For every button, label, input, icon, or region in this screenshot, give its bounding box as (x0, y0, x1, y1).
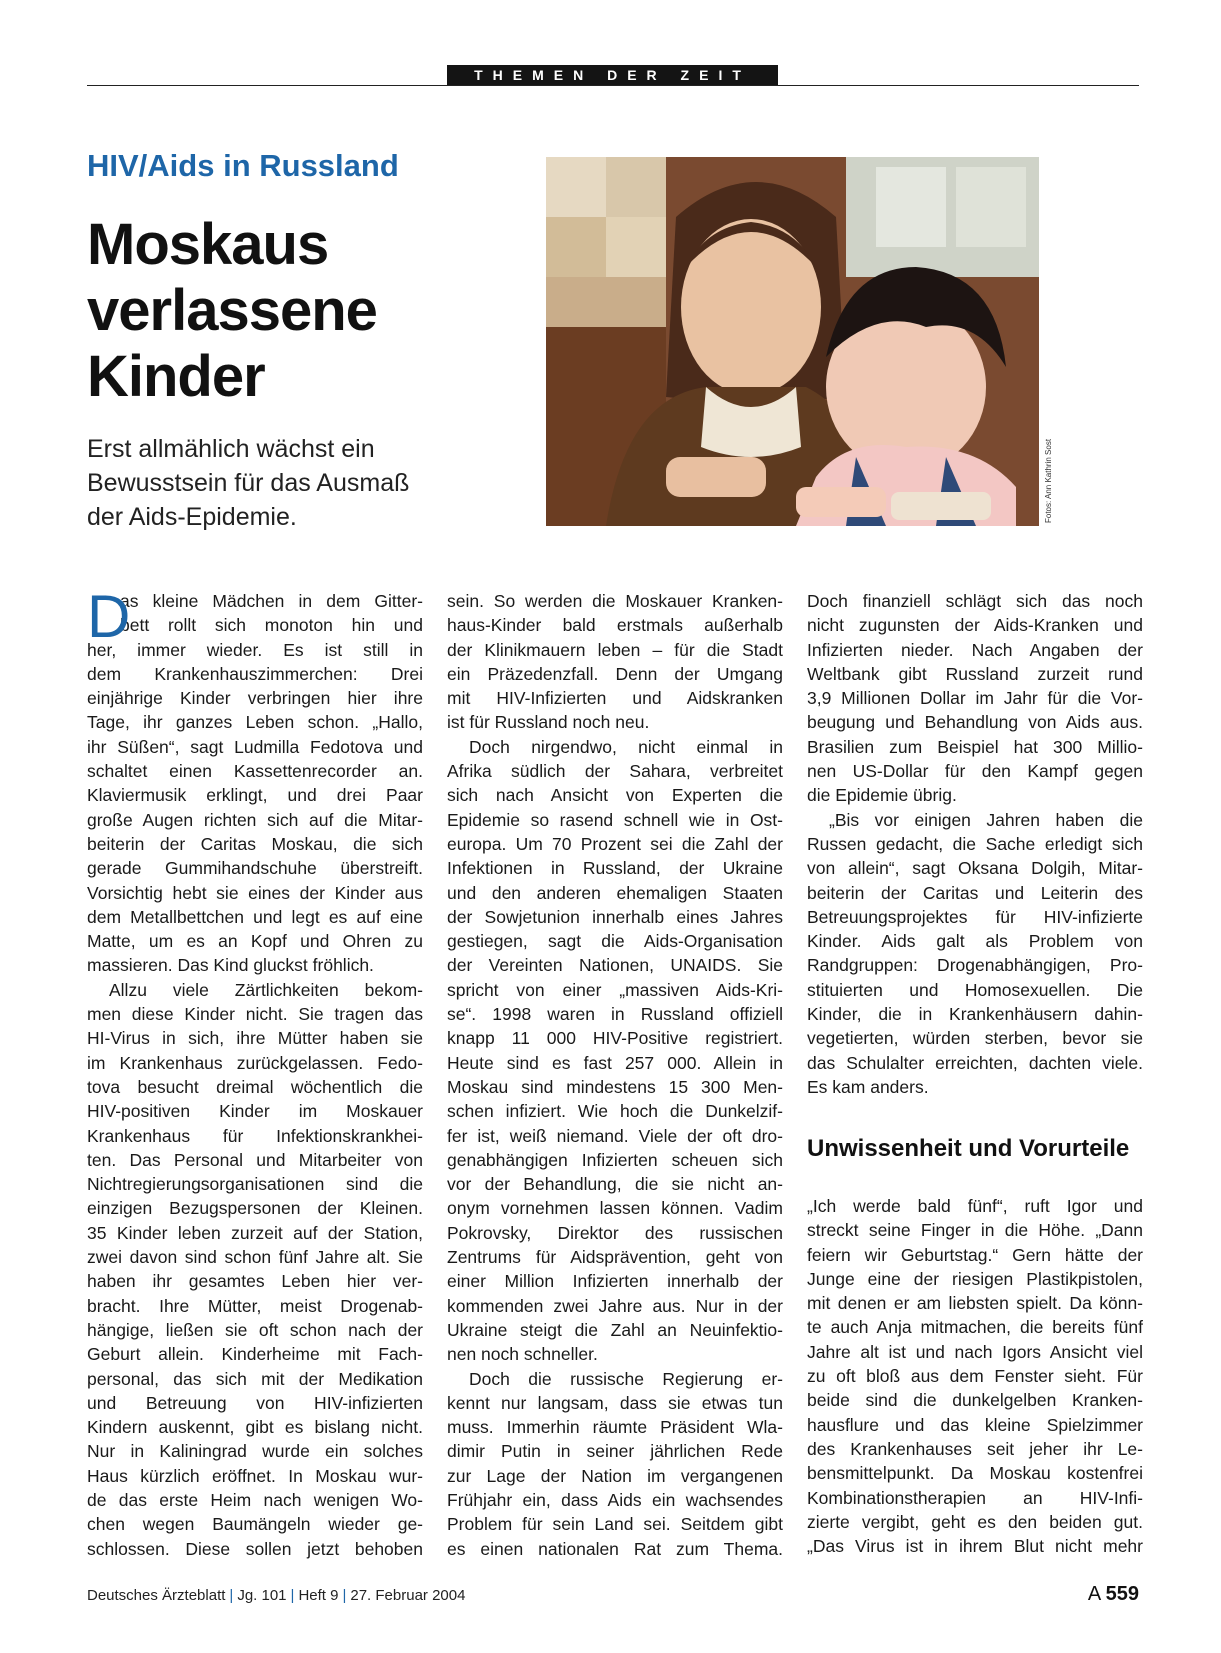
journal-name: Deutsches Ärzteblatt (87, 1587, 226, 1604)
text-line: feiern wir Geburtstag.“ Gern hätte der (807, 1244, 1143, 1265)
footer-separator: | (229, 1587, 234, 1604)
text-line: se“. 1998 waren in Russland offiziell (447, 1004, 783, 1025)
text-line: die Epidemie übrig. (807, 785, 957, 806)
text-line: Pokrovsky, Direktor des russischen (447, 1222, 783, 1243)
page-number-value: 559 (1105, 1583, 1139, 1605)
text-line: Klaviermusik erklingt, und drei Paar (87, 785, 423, 806)
journal-date: 27. Februar 2004 (350, 1587, 466, 1604)
text-line: Heute sind es fast 257 000. Allein in (447, 1052, 783, 1073)
text-line: dimir Putin in seiner jährlichen Rede (447, 1441, 783, 1462)
text-line: sich nach Ansicht von Experten die (447, 785, 783, 806)
text-line: Ukraine steigt die Zahl an Neuinfektio- (447, 1319, 783, 1340)
page-number (1088, 1583, 1139, 1606)
text-line: zwei davon sind schon fünf Jahre alt. Sie (87, 1247, 423, 1268)
text-line: dem Metallbettchen und legt es auf eine (87, 906, 423, 927)
text-line: mit HIV-Infizierten und Aidskranken (447, 688, 783, 709)
text-line: haben ihr gesamtes Leben hier ver- (87, 1271, 423, 1292)
page-footer (87, 1587, 465, 1604)
text-line: te auch Anja mitmachen, die bereits fünf (807, 1317, 1143, 1338)
text-line: genabhängigen Infizierten scheuen sich (447, 1149, 783, 1170)
text-line: gestiegen, sagt die Aids-Organisation (447, 931, 783, 952)
footer-separator: | (290, 1587, 295, 1604)
headline-line: Moskaus (87, 212, 329, 277)
text-line: Junge eine der riesigen Plastikpistolen, (807, 1268, 1143, 1289)
text-line: schlossen. Diese sollen jetzt behoben (87, 1538, 423, 1559)
text-line: Haus kürzlich eröffnet. In Moskau wur- (87, 1465, 423, 1486)
text-line: ein Präzedenzfall. Denn der Umgang (447, 663, 783, 684)
text-line: knapp 11 000 HIV-Positive registriert. (447, 1028, 783, 1049)
text-line: im Krankenhaus zurückgelassen. Fedo- (87, 1052, 423, 1073)
text-line: Betreuungsprojektes für HIV-infizierte (807, 906, 1143, 927)
text-line: nicht zugunsten der Aids-Kranken und (807, 615, 1143, 636)
text-line: zur Lage der Nation im vergangenen (447, 1465, 783, 1486)
text-line: onym vornehmen lassen können. Vadim (447, 1198, 783, 1219)
text-line: Vorsichtig hebt sie eines der Kinder aus (87, 882, 423, 903)
text-line: schen infiziert. Wie hoch die Dunkelzif- (447, 1101, 783, 1122)
text-line: des Krankenhauses seit jeher ihr Le- (807, 1438, 1143, 1459)
text-line: schaltet einen Kassettenrecorder an. (87, 761, 423, 782)
text-line: beide sind die dunkelgelben Kranken- (807, 1390, 1143, 1411)
section-label: THEMEN DER ZEIT (447, 65, 778, 85)
text-line: Krankenhaus für Infektionskrankhei- (87, 1125, 423, 1146)
text-line: de das erste Heim nach wenigen Wo- (87, 1489, 423, 1510)
text-line: Randgruppen: Drogenabhängigen, Pro- (807, 955, 1143, 976)
text-line: chen wegen Baumängeln wieder ge- (87, 1514, 423, 1535)
photo-credit: Fotos: Ann Kathrin Sost (1044, 438, 1053, 523)
text-line: bensmittelpunkt. Da Moskau kostenfrei (807, 1463, 1143, 1484)
text-line: muss. Immerhin räumte Präsident Wla- (447, 1417, 783, 1438)
text-line: Nur in Kaliningrad wurde ein solches (87, 1441, 423, 1462)
text-line: einjährige Kinder verbringen hier ihre (87, 688, 423, 709)
text-line: bett rollt sich monoton hin und (120, 615, 423, 636)
text-line: haus-Kinder bald erstmals außerhalb (447, 615, 783, 636)
article-kicker: HIV/Aids in Russland (87, 148, 399, 183)
text-line: 3,9 Millionen Dollar im Jahr für die Vor- (807, 688, 1143, 709)
text-line: Weltbank gibt Russland zurzeit rund (807, 663, 1143, 684)
headline-line: verlassene (87, 278, 377, 343)
text-line: ten. Das Personal und Mitarbeiter von (87, 1149, 423, 1170)
drop-cap: D (87, 583, 131, 650)
text-line: fer ist, weiß niemand. Viele der oft dro- (447, 1125, 783, 1146)
page-prefix: A (1087, 1583, 1101, 1605)
text-line: der Vereinten Nationen, UNAIDS. Sie (447, 955, 783, 976)
text-line: streckt seine Finger in die Höhe. „Dann (807, 1220, 1143, 1241)
text-line: Jahre alt ist und nach Igors Ansicht viel (807, 1341, 1143, 1362)
text-line: Doch die russische Regierung er- (469, 1368, 783, 1389)
text-line: Moskau sind mindestens 15 300 Men- (447, 1076, 783, 1097)
text-line: vor der Behandlung, die sie nicht an- (447, 1174, 783, 1195)
text-line: beiterin der Caritas und Leiterin des (807, 882, 1143, 903)
text-line: hängige, ließen sie oft schon nach der (87, 1319, 423, 1340)
text-line: das Schulalter erreichten, dachten viele. (807, 1052, 1143, 1073)
text-line: ihr Süßen“, sagt Ludmilla Fedotova und (87, 736, 423, 757)
article-dek (87, 432, 409, 534)
text-line: von allein“, sagt Oksana Dolgih, Mitar- (807, 858, 1143, 879)
text-line: „Das Virus ist in ihrem Blut nicht mehr (807, 1536, 1143, 1557)
text-line: nen US-Dollar für den Kampf gegen (807, 761, 1143, 782)
dek-line: Erst allmählich wächst ein (87, 435, 375, 463)
footer-separator: | (342, 1587, 347, 1604)
text-line: Doch finanziell schlägt sich das noch (807, 591, 1143, 611)
header-rule (87, 85, 1139, 86)
text-line: gerade Gummihandschuhe überstreift. (87, 858, 423, 879)
article-photo (546, 157, 1039, 526)
text-line: Allzu viele Zärtlichkeiten bekom- (109, 979, 423, 1000)
text-column-3 (807, 589, 1143, 1099)
text-line: Tage, ihr ganzes Leben schon. „Hallo, (87, 712, 423, 733)
text-line: und Betreuung von HIV-infizierten (87, 1392, 423, 1413)
text-line: zu oft bloß aus dem Fenster sieht. Für (807, 1366, 1143, 1387)
text-line: tova besucht dreimal wöchentlich die (87, 1076, 423, 1097)
text-line: kommenden zwei Jahre aus. Nur in der (447, 1295, 783, 1316)
text-line: einzigen Bezugspersonen der Kleinen. (87, 1198, 423, 1219)
text-line: der Klinikmauern leben – für die Stadt (447, 639, 783, 660)
text-line: personal, das sich mit der Medikation (87, 1368, 423, 1389)
text-line: HI-Virus in sich, ihre Mütter haben sie (87, 1028, 423, 1049)
text-line: stituierten und Homosexuellen. Die (807, 979, 1143, 1000)
text-column-2 (447, 589, 783, 1561)
text-line: zierte vergibt, geht es den beiden gut. (807, 1511, 1143, 1532)
text-line: Infektionen in Russland, der Ukraine (447, 858, 783, 879)
text-line: mit denen er am liebsten spielt. Da könn- (807, 1293, 1143, 1314)
text-line: vegetierten, würden sterben, bevor sie (807, 1028, 1143, 1049)
article-headline (87, 212, 377, 410)
text-line: 35 Kinder leben zurzeit auf der Station, (87, 1222, 423, 1243)
text-line: europa. Um 70 Prozent sei die Zahl der (447, 833, 783, 854)
journal-volume: Jg. 101 (237, 1587, 287, 1604)
text-line: ist für Russland noch neu. (447, 712, 650, 733)
text-line: Afrika südlich der Sahara, verbreitet (447, 761, 783, 782)
text-line: „Bis vor einigen Jahren haben die (829, 809, 1143, 830)
text-line: nen noch schneller. (447, 1344, 598, 1365)
text-line: Kindern auskennt, gibt es bislang nicht. (87, 1417, 423, 1438)
text-column-3-continued (807, 1194, 1143, 1558)
text-line: Epidemie so rasend schnell wie in Ost- (447, 809, 783, 830)
text-line: Infizierten nieder. Nach Angaben der (807, 639, 1143, 660)
text-line: dem Krankenhauszimmerchen: Drei (87, 663, 423, 684)
text-line: es einen nationalen Rat zum Thema. (447, 1538, 783, 1559)
text-line: sein. So werden die Moskauer Kranken- (447, 591, 783, 611)
text-line: Geburt allein. Kinderheime mit Fach- (87, 1344, 423, 1365)
text-line: einer Million Infizierten innerhalb der (447, 1271, 783, 1292)
text-line: kennt nur langsam, dass sie etwas tun (447, 1392, 783, 1413)
text-line: massieren. Das Kind gluckst fröhlich. (87, 955, 374, 976)
text-line: der Sowjetunion innerhalb eines Jahres (447, 906, 783, 927)
text-line: men diese Kinder nicht. Sie tragen das (87, 1004, 423, 1025)
text-line: Kombinationstherapien an HIV-Infi- (807, 1487, 1143, 1508)
text-line: Problem für sein Land sei. Seitdem gibt (447, 1514, 783, 1535)
text-line: Nichtregierungsorganisationen sind die (87, 1174, 423, 1195)
text-line: Zentrums für Aidsprävention, geht von (447, 1247, 783, 1268)
text-line: Kinder, die in Krankenhäusern dahin- (807, 1004, 1143, 1025)
section-subhead: Unwissenheit und Vorurteile (807, 1135, 1130, 1162)
text-line: Matte, um es an Kopf und Ohren zu (87, 931, 423, 952)
text-line: Doch nirgendwo, nicht einmal in (469, 736, 783, 757)
text-line: Brasilien zum Beispiel hat 300 Millio- (807, 736, 1143, 757)
text-line: Frühjahr ein, dass Aids ein wachsendes (447, 1489, 783, 1510)
text-line: her, immer wieder. Es ist still in (87, 639, 423, 660)
headline-line: Kinder (87, 344, 265, 409)
text-line: beugung und Behandlung von Aids aus. (807, 712, 1143, 733)
journal-issue: Heft 9 (298, 1587, 339, 1604)
text-line: Kinder. Aids galt als Problem von (807, 931, 1143, 952)
text-line: Es kam anders. (807, 1076, 929, 1097)
text-line: „Ich werde bald fünf“, ruft Igor und (807, 1196, 1143, 1216)
text-line: beiterin der Caritas Moskau, die sich (87, 833, 423, 854)
text-line: HIV-positiven Kinder im Moskauer (87, 1101, 423, 1122)
photo-illustration (546, 157, 1039, 526)
text-line: hausflure und das kleine Spielzimmer (807, 1414, 1143, 1435)
dek-line: Bewusstsein für das Ausmaß (87, 469, 410, 497)
text-line: bracht. Ihre Mütter, meist Drogenab- (87, 1295, 423, 1316)
text-line: spricht von einer „massiven Aids-Kri- (447, 979, 783, 1000)
text-line: Russen gedacht, die Sache erledigt sich (807, 833, 1143, 854)
text-line: und den anderen ehemaligen Staaten (447, 882, 783, 903)
dek-line: der Aids-Epidemie. (87, 503, 297, 531)
text-line: große Augen richten sich auf die Mitar- (87, 809, 423, 830)
text-column-1 (87, 583, 423, 1561)
text-line: as kleine Mädchen in dem Gitter- (120, 591, 423, 611)
